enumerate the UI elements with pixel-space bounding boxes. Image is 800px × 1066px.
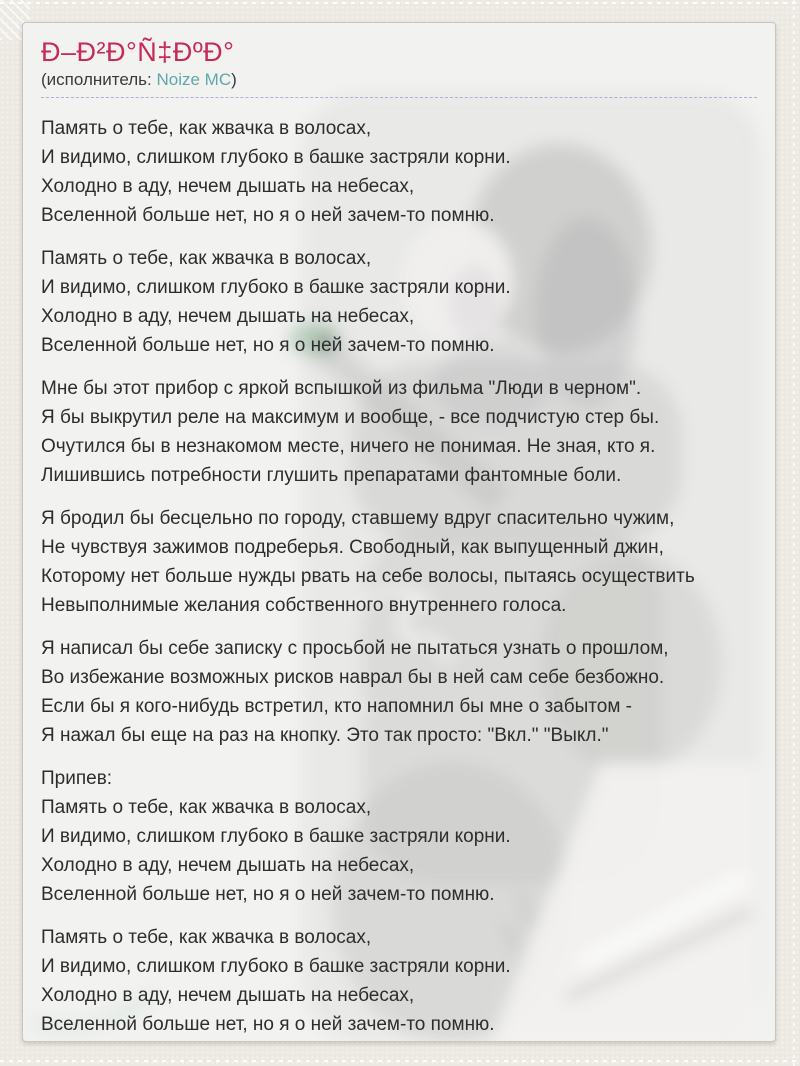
right-edge-stitch-texture [793, 0, 795, 1066]
lyrics-stanza: Память о тебе, как жвачка в волосах, И видимо, слишком глубоко в башке застряли корни. Холодно в аду, нечем дышать на небесах, Вселенной больше нет, но я о ней зачем-то помню. [41, 927, 511, 1035]
lyrics-stanza: Память о тебе, как жвачка в волосах, И видимо, слишком глубоко в башке застряли корни. Холодно в аду, нечем дышать на небесах, Вселенной больше нет, но я о ней зачем-то помню. [41, 118, 511, 226]
lyrics-stanza: Память о тебе, как жвачка в волосах, И видимо, слишком глубоко в башке застряли корни. Холодно в аду, нечем дышать на небесах, Вселенной больше нет, но я о ней зачем-то помню. [41, 248, 511, 356]
song-title: Ð–Ð²Ð°Ñ‡ÐºÐ° [41, 37, 235, 67]
lyrics-stanza: Я написал бы себе записку с просьбой не пытаться узнать о прошлом, Во избежание возможных рисков наврал бы в ней сам себе безбожно. Если бы я кого-нибудь встретил, кто напомнил бы мне о забытом - Я нажал бы еще на раз на кнопку. Это так просто: "Вкл." "Выкл." [41, 638, 669, 746]
bottom-dotted-line [0, 1060, 800, 1062]
lyrics-stanza: Я бродил бы бесцельно по городу, ставшему вдруг спасительно чужим, Не чувствуя зажимов подреберья. Свободный, как выпущенный джин, Которому нет больше нужды рвать на себе волосы, пытаясь осуществить Невыполнимые желания собственного внутреннего голоса. [41, 508, 695, 616]
artist-line [41, 69, 757, 98]
top-dotted-line [0, 2, 800, 4]
lyrics-text [41, 98, 757, 1039]
lyrics-stanza: Припев: Память о тебе, как жвачка в волосах, И видимо, слишком глубоко в башке застряли корни. Холодно в аду, нечем дышать на небесах, Вселенной больше нет, но я о ней зачем-то помню. [41, 768, 511, 905]
lyrics-card [22, 22, 776, 1042]
artist-link[interactable]: Noize MC [156, 70, 232, 89]
lyrics-content [23, 23, 775, 1042]
lyrics-stanza: Мне бы этот прибор с яркой вспышкой из фильма "Люди в черном". Я бы выкрутил реле на максимум и вообще, - все подчистую стер бы. Очутился бы в незнакомом месте, ничего не понимая. Не зная, кто я. Лишившись потребности глушить препаратами фантомные боли. [41, 378, 660, 486]
artist-label: (исполнитель: [41, 70, 157, 89]
artist-suffix: ) [231, 70, 237, 89]
